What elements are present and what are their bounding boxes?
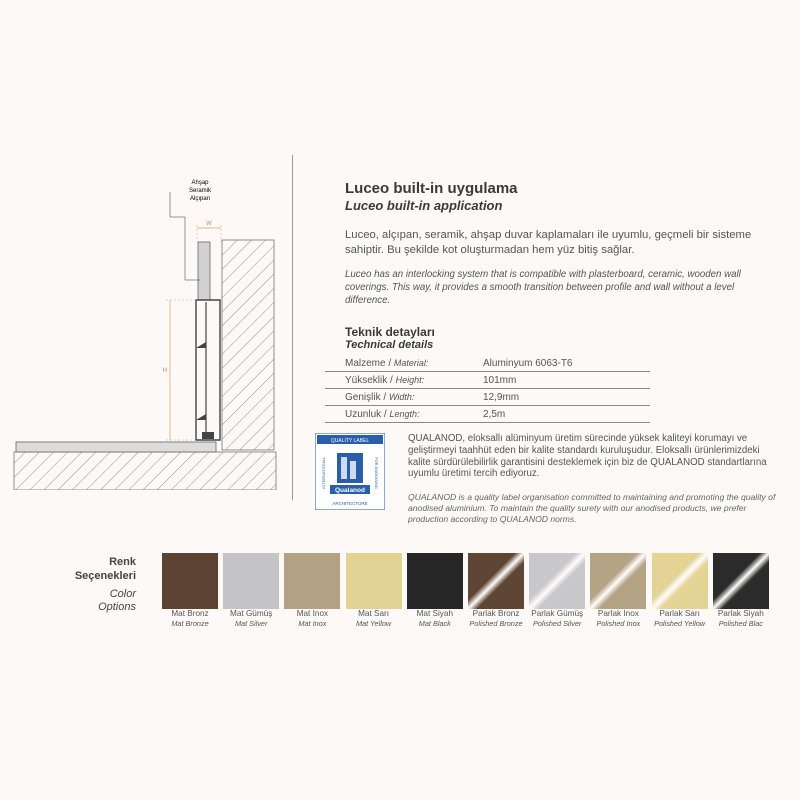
spec-label: Malzeme / Material: — [325, 355, 483, 372]
color-swatch — [346, 553, 402, 609]
page-subtitle: Luceo built-in application — [345, 198, 503, 213]
svg-text:Qualanod: Qualanod — [335, 487, 365, 494]
swatch-name-en: Mat Black — [418, 619, 451, 628]
svg-text:ARCHITECTURE: ARCHITECTURE — [332, 501, 368, 506]
color-swatch — [590, 553, 646, 609]
vertical-divider — [292, 155, 293, 500]
swatch-name: Mat Siyah — [416, 609, 453, 618]
profile-section-diagram — [10, 170, 280, 490]
description-en: Luceo has an interlocking system that is compatible with plasterboard, ceramic, wooden wall coverings. This way, it provides a smooth transition between profile and wall without a level difference. — [345, 269, 741, 306]
color-swatch — [284, 553, 340, 609]
swatch-name: Parlak Gümüş — [531, 609, 584, 618]
swatch-name: Parlak Bronz — [472, 609, 520, 618]
swatch-name: Mat Inox — [296, 609, 329, 618]
color-options-title-tr: Renk Seçenekleri — [74, 556, 136, 582]
swatch-name: Mat Gümüş — [230, 609, 273, 618]
spec-value: 12,9mm — [483, 389, 650, 406]
spec-label: Yükseklik / Height: — [325, 372, 483, 389]
swatch-name-en: Polished Yellow — [654, 619, 706, 628]
spec-row — [325, 355, 650, 372]
floor-slab — [16, 442, 216, 452]
swatch-name: Parlak Siyah — [717, 609, 764, 618]
swatch-name-en: Mat Yellow — [356, 619, 392, 628]
color-swatch — [529, 553, 585, 609]
svg-text:INTERNATIONAL: INTERNATIONAL — [321, 457, 326, 489]
svg-text:FOR ANODISING: FOR ANODISING — [374, 457, 379, 489]
spec-label: Genişlik / Width: — [325, 389, 483, 406]
spec-table — [325, 355, 650, 423]
color-swatch — [468, 553, 524, 609]
description-tr: Luceo, alçıpan, seramik, ahşap duvar kaplamaları ile uyumlu, geçmeli bir sisteme sahiptir. Bu şekilde kot oluşturmadan hem yüz bitiş sağlar. — [345, 229, 752, 256]
spec-row — [325, 372, 650, 389]
callout-line-3: Alçıpan — [189, 196, 211, 202]
swatch-name: Mat Bronz — [171, 609, 209, 618]
spec-value: 2,5m — [483, 406, 650, 423]
color-swatch — [223, 553, 279, 609]
floor-hatch — [14, 452, 276, 490]
swatch-name-en: Mat Silver — [234, 619, 268, 628]
qualanod-text-en: QUALANOD is a quality label organisation committed to maintaining and promoting the quality of anodised aluminium. To maintain the quality surety with our anodised products, we prefer production according to QUALANOD norms. — [408, 492, 776, 524]
swatch-name: Parlak Inox — [597, 609, 639, 618]
color-options-title-en: Color Options — [98, 588, 136, 613]
swatch-name-en: Polished Bronze — [469, 619, 523, 628]
swatch-name: Parlak Sarı — [659, 609, 700, 618]
color-swatch — [713, 553, 769, 609]
spec-row — [325, 389, 650, 406]
swatch-name-en: Mat Inox — [298, 619, 327, 628]
spec-value: Aluminyum 6063-T6 — [483, 355, 650, 372]
spec-label: Uzunluk / Length: — [325, 406, 483, 423]
dim-w-label: W — [206, 221, 212, 227]
color-swatch — [162, 553, 218, 609]
svg-text:QUALITY LABEL: QUALITY LABEL — [330, 438, 370, 444]
qualanod-logo — [315, 433, 385, 510]
qualanod-text-tr: QUALANOD, eloksallı alüminyum üretim sürecinde yüksek kaliteyi korumayı ve geliştirmeyi taahhüt eden bir kalite standardı kuruluşudur. Eloksallı ürünlerimizdeki kalite sürdürülebilirlik garantisini desteklemek için biz de QUALANOD standartlarına uyumlu üretimi tercih ediyoruz. — [408, 433, 767, 480]
color-swatch — [652, 553, 708, 609]
technical-title: Teknik detayları — [345, 325, 435, 339]
color-swatch — [407, 553, 463, 609]
dim-h-label: H — [162, 368, 167, 374]
spec-value: 101mm — [483, 372, 650, 389]
page-title: Luceo built-in uygulama — [345, 180, 518, 197]
callout-line-2: Seramik — [188, 188, 212, 194]
callout-line-1: Ahşap — [191, 180, 209, 186]
swatch-name-en: Polished Inox — [596, 619, 641, 628]
wall-hatch — [222, 240, 274, 450]
swatch-name-en: Polished Blac — [718, 619, 763, 628]
spec-row — [325, 406, 650, 423]
swatch-name: Mat Sarı — [358, 609, 390, 618]
swatch-name-en: Polished Silver — [533, 619, 582, 628]
technical-subtitle: Technical details — [345, 339, 434, 351]
wall-covering — [198, 242, 210, 300]
swatch-name-en: Mat Bronze — [171, 619, 209, 628]
